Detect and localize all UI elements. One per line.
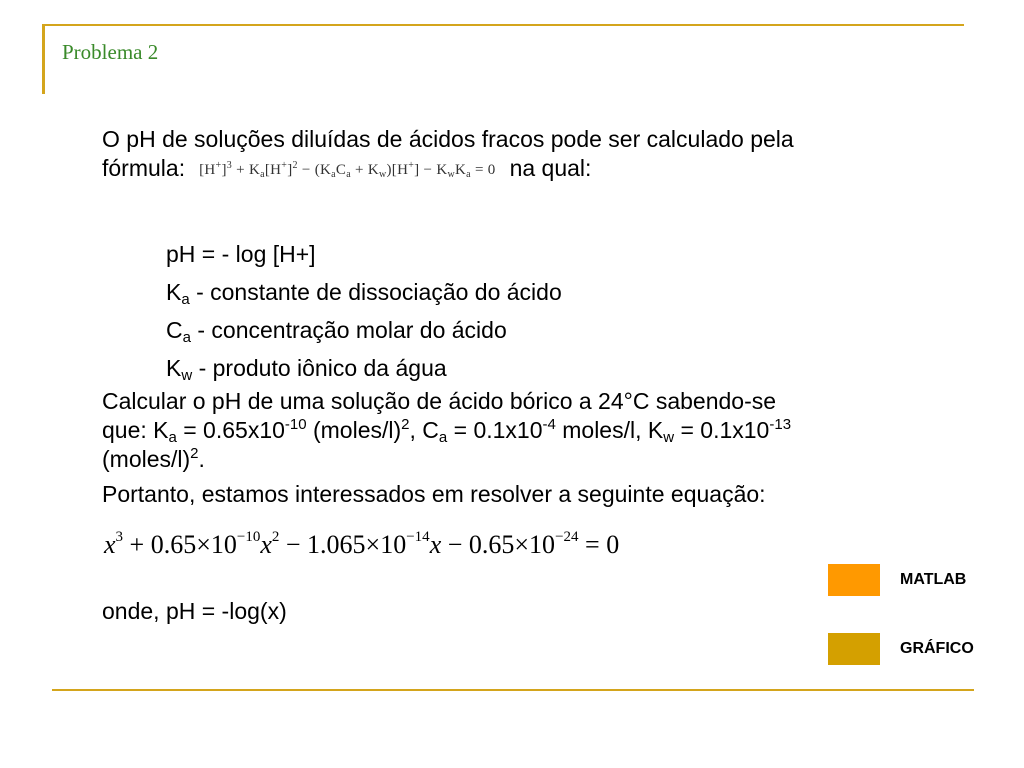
p-text: (moles/l) xyxy=(102,446,191,472)
eq-text: − 0.65×10 xyxy=(441,530,556,559)
f-text: − (K xyxy=(297,162,332,178)
p-text: (moles/l) xyxy=(306,417,402,443)
f-text: K xyxy=(455,162,467,178)
intro-line-1: O pH de soluções diluídas de ácidos fracos pode ser calculado pela xyxy=(102,126,794,152)
problem-line-3 xyxy=(102,445,982,474)
def-kw xyxy=(166,349,982,387)
f-sup: 2 xyxy=(292,160,298,171)
f-text: C xyxy=(335,162,347,178)
eq-sup: 2 xyxy=(271,529,280,545)
p-text: = 0.1x10 xyxy=(447,417,543,443)
eq-var: x xyxy=(429,530,442,559)
f-sub: a xyxy=(331,169,336,180)
frame-left-rule xyxy=(42,24,45,94)
p-sup: -13 xyxy=(769,416,792,433)
p-text: moles/l, K xyxy=(555,417,664,443)
p-sub: w xyxy=(663,429,675,446)
def-symbol: C xyxy=(166,317,183,343)
equilibrium-formula xyxy=(199,156,495,185)
portanto-line: Portanto, estamos interessados em resolver a seguinte equação: xyxy=(102,481,766,507)
f-sub: w xyxy=(378,169,387,180)
f-text: [H xyxy=(264,162,282,178)
intro-prefix: fórmula: xyxy=(102,155,186,181)
onde-line: onde, pH = -log(x) xyxy=(102,598,287,624)
def-sub: a xyxy=(182,329,191,346)
p-text: , C xyxy=(409,417,439,443)
eq-sup: −24 xyxy=(555,529,579,545)
eq-text: − 1.065×10 xyxy=(279,530,407,559)
p-sub: a xyxy=(438,429,448,446)
slide-body xyxy=(102,125,982,509)
eq-var: x xyxy=(104,530,116,559)
def-text: - produto iônico da água xyxy=(192,355,447,381)
f-text: + K xyxy=(350,162,379,178)
def-text: - concentração molar do ácido xyxy=(190,317,507,343)
def-ca xyxy=(166,311,982,349)
def-symbol: K xyxy=(166,355,182,381)
problem-line-2 xyxy=(102,416,982,445)
f-text: + K xyxy=(232,162,261,178)
eq-sup: −14 xyxy=(406,529,430,545)
eq-text: = 0 xyxy=(578,530,620,559)
p-text: = 0.65x10 xyxy=(176,417,285,443)
frame-bottom-rule xyxy=(52,689,974,691)
p-sup: 2 xyxy=(190,445,199,462)
problem-line-1: Calcular o pH de uma solução de ácido bórico a 24°C sabendo-se xyxy=(102,388,777,414)
p-sup: -4 xyxy=(542,416,556,433)
grafico-button-label[interactable]: GRÁFICO xyxy=(900,640,974,657)
p-sup: -10 xyxy=(284,416,307,433)
f-sub: a xyxy=(346,169,351,180)
grafico-swatch[interactable] xyxy=(828,633,880,665)
def-ka xyxy=(166,273,982,311)
def-ph: pH = - log [H+] xyxy=(166,241,316,267)
p-sub: a xyxy=(168,429,177,446)
def-sub: a xyxy=(181,291,190,308)
spacer xyxy=(102,185,982,235)
eq-var: x xyxy=(260,530,272,559)
eq-sup: 3 xyxy=(115,529,124,545)
def-symbol: K xyxy=(166,279,182,305)
matlab-button[interactable] xyxy=(828,564,966,596)
p-sup: 2 xyxy=(401,416,410,433)
p-text: = 0.1x10 xyxy=(674,417,770,443)
f-sup: + xyxy=(281,160,288,171)
f-text: ] xyxy=(287,162,293,178)
f-sup: + xyxy=(215,160,222,171)
matlab-button-label[interactable]: MATLAB xyxy=(900,571,967,588)
matlab-swatch[interactable] xyxy=(828,564,880,596)
p-text: . xyxy=(198,446,205,472)
slide-title: Problema 2 xyxy=(62,40,159,64)
intro-line-2 xyxy=(102,154,982,185)
f-text: = 0 xyxy=(470,162,496,178)
definitions-list xyxy=(102,235,982,387)
p-text: que: K xyxy=(102,417,169,443)
grafico-button[interactable] xyxy=(828,633,974,665)
def-text: - constante de dissociação do ácido xyxy=(189,279,562,305)
frame-top-rule xyxy=(42,24,964,26)
f-text: [H xyxy=(199,162,216,178)
cubic-equation xyxy=(104,530,619,560)
f-sup: + xyxy=(408,160,415,171)
f-text: ] − K xyxy=(414,162,448,178)
f-sub: a xyxy=(260,169,265,180)
def-sub: w xyxy=(181,367,193,384)
f-text: ] xyxy=(221,162,227,178)
f-text: )[H xyxy=(386,162,409,178)
eq-text: + 0.65×10 xyxy=(123,530,237,559)
f-sup: 3 xyxy=(226,160,233,171)
f-sub: a xyxy=(466,169,471,180)
eq-sup: −10 xyxy=(236,529,261,545)
intro-suffix: na qual: xyxy=(509,155,592,181)
f-sub: w xyxy=(447,169,455,180)
